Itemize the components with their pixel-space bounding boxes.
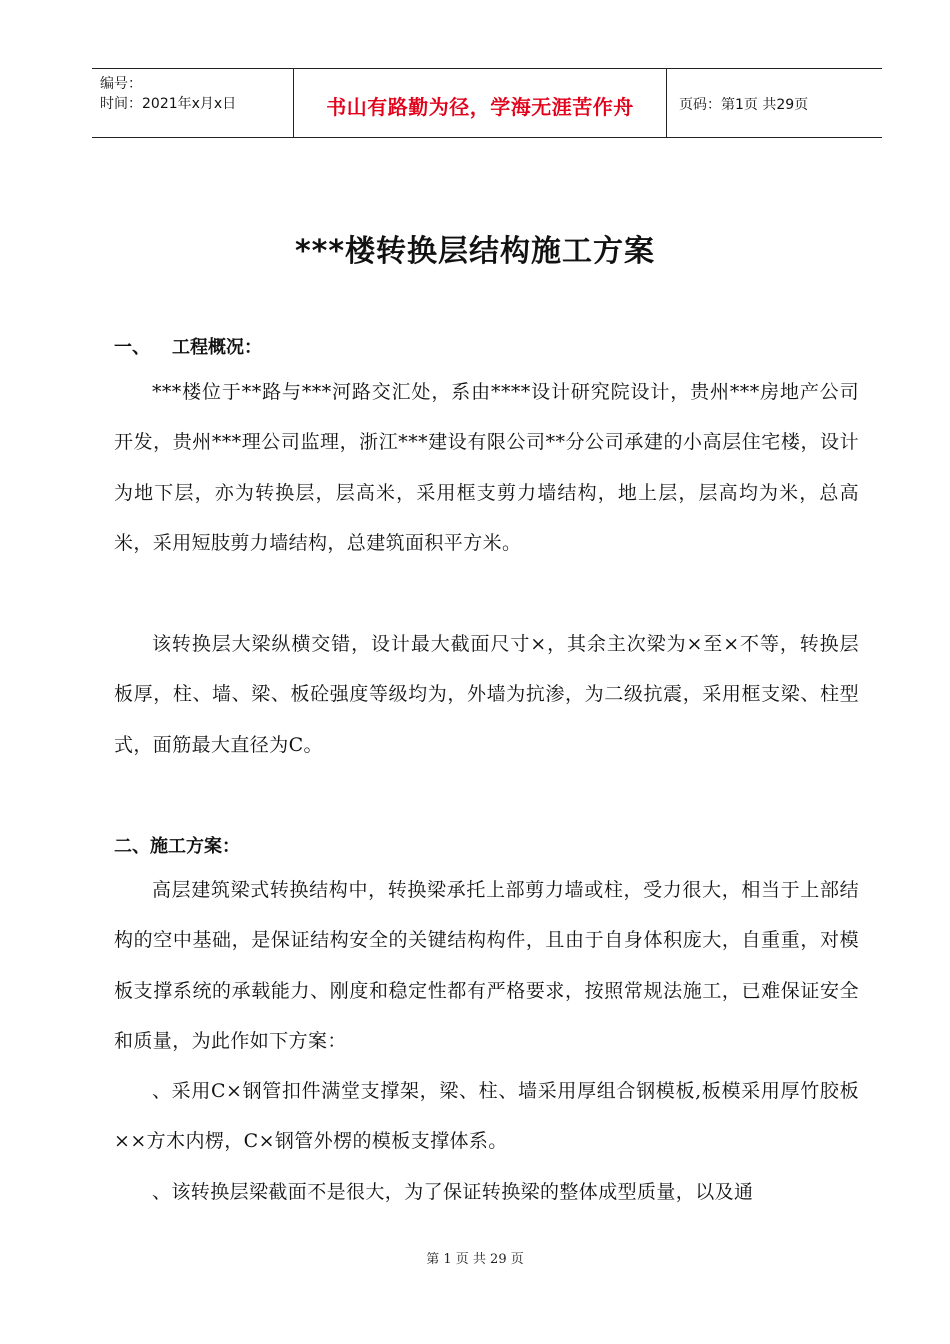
document-title: ***楼转换层结构施工方案 xyxy=(294,234,656,269)
header-motto-cell xyxy=(293,69,667,137)
document-time-label: 时间：2021年x月x日 xyxy=(100,96,237,112)
paragraph: 、该转换层梁截面不是很大，为了保证转换梁的整体成型质量，以及通 xyxy=(152,1181,754,1203)
paragraph: 高层建筑梁式转换结构中，转换梁承托上部剪力墙或柱，受力很大，相当于上部结构的空中基础，是保证结构安全的关键结构构件，且由于自身体积庞大，自重重，对模板支撑系统的承载能力、刚度和稳定性都有严格要求，按照常规法施工，已难保证安全和质量，为此作如下方案： xyxy=(114,879,859,1052)
section-heading-1 xyxy=(114,333,262,359)
header-page-cell xyxy=(667,69,882,137)
section-heading-number: 一、 xyxy=(114,337,150,358)
paragraph: 该转换层大梁纵横交错，设计最大截面尺寸×，其余主次梁为×至×不等，转换层板厚，柱、墙、梁、板砼强度等级均为，外墙为抗渗，为二级抗震，采用框支梁、柱型式，面筋最大直径为Ⅽ。 xyxy=(114,633,859,756)
page-footer: 第 1 页 共 29 页 xyxy=(426,1252,524,1267)
paragraph: 、采用Ⅽ×钢管扣件满堂支撑架，梁、柱、墙采用厚组合钢模板,板模采用厚竹胶板××方木内楞，Ⅽ×钢管外楞的模板支撑体系。 xyxy=(114,1080,859,1153)
section-heading-text: 施工方案： xyxy=(150,836,240,857)
section-heading-text: 工程概况： xyxy=(172,337,262,358)
section-heading-2 xyxy=(114,832,240,858)
document-header xyxy=(92,68,882,138)
header-motto: 书山有路勤为径，学海无涯苦作舟 xyxy=(326,95,634,119)
paragraph: ***楼位于**路与***河路交汇处，系由****设计研究院设计，贵州***房地产公司开发，贵州***理公司监理，浙江***建设有限公司**分公司承建的小高层住宅楼，设计为地下层，亦为转换层，层高米，采用框支剪力墙结构，地上层，层高均为米，总高米，采用短肢剪力墙结构，总建筑面积平方米。 xyxy=(114,381,859,554)
document-number-label: 编号： xyxy=(100,76,142,92)
header-meta-cell xyxy=(92,69,292,137)
section-heading-number: 二、 xyxy=(114,836,150,857)
header-page-info: 页码：第1页 共29页 xyxy=(679,97,809,113)
